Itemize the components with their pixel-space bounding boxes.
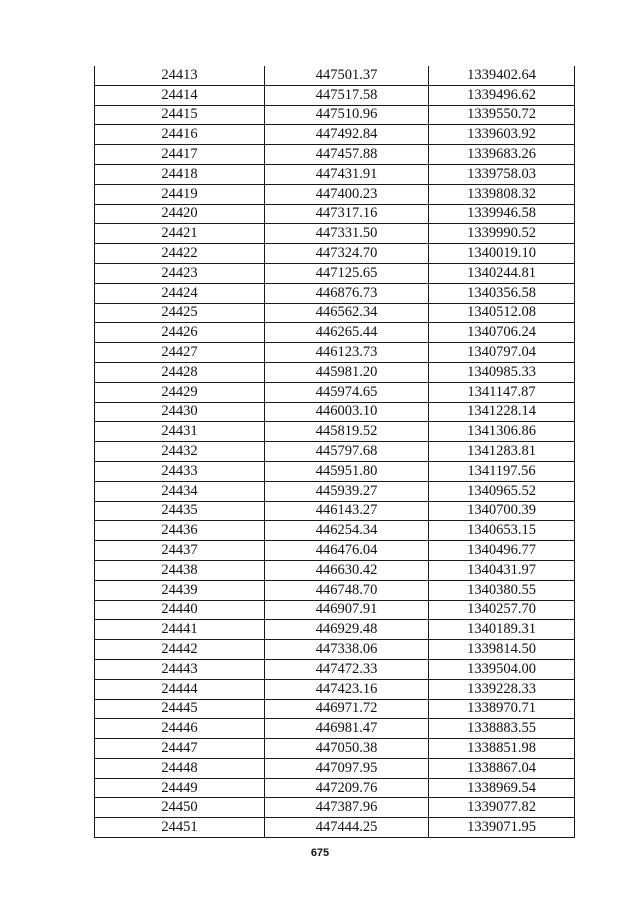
x-coordinate-cell: 447050.38	[265, 739, 429, 759]
table-row	[95, 541, 575, 561]
x-coordinate-cell: 446971.72	[265, 699, 429, 719]
y-coordinate-cell: 1339990.52	[429, 224, 575, 244]
y-coordinate-cell: 1339758.03	[429, 164, 575, 184]
x-coordinate-cell: 446748.70	[265, 580, 429, 600]
table-row	[95, 125, 575, 145]
x-coordinate-cell: 446143.27	[265, 501, 429, 521]
table-row	[95, 620, 575, 640]
x-coordinate-cell: 447387.96	[265, 798, 429, 818]
y-coordinate-cell: 1340431.97	[429, 560, 575, 580]
point-id-cell: 24440	[95, 600, 265, 620]
point-id-cell: 24425	[95, 303, 265, 323]
table-row	[95, 85, 575, 105]
x-coordinate-cell: 446562.34	[265, 303, 429, 323]
page-number: 675	[310, 847, 330, 859]
x-coordinate-cell: 447338.06	[265, 640, 429, 660]
point-id-cell: 24433	[95, 461, 265, 481]
x-coordinate-cell: 447501.37	[265, 66, 429, 85]
y-coordinate-cell: 1340189.31	[429, 620, 575, 640]
x-coordinate-cell: 447431.91	[265, 164, 429, 184]
table-row	[95, 244, 575, 264]
table-row	[95, 758, 575, 778]
y-coordinate-cell: 1340496.77	[429, 541, 575, 561]
y-coordinate-cell: 1340356.58	[429, 283, 575, 303]
point-id-cell: 24448	[95, 758, 265, 778]
y-coordinate-cell: 1341283.81	[429, 442, 575, 462]
x-coordinate-cell: 447457.88	[265, 145, 429, 165]
table-row	[95, 640, 575, 660]
point-id-cell: 24418	[95, 164, 265, 184]
coordinate-table	[94, 66, 575, 838]
point-id-cell: 24430	[95, 402, 265, 422]
y-coordinate-cell: 1340380.55	[429, 580, 575, 600]
y-coordinate-cell: 1339402.64	[429, 66, 575, 85]
point-id-cell: 24447	[95, 739, 265, 759]
x-coordinate-cell: 447510.96	[265, 105, 429, 125]
y-coordinate-cell: 1339071.95	[429, 818, 575, 838]
table-row	[95, 818, 575, 838]
y-coordinate-cell: 1340965.52	[429, 481, 575, 501]
point-id-cell: 24445	[95, 699, 265, 719]
x-coordinate-cell: 447317.16	[265, 204, 429, 224]
table-row	[95, 323, 575, 343]
x-coordinate-cell: 446123.73	[265, 343, 429, 363]
x-coordinate-cell: 446907.91	[265, 600, 429, 620]
table-row	[95, 343, 575, 363]
y-coordinate-cell: 1338970.71	[429, 699, 575, 719]
point-id-cell: 24446	[95, 719, 265, 739]
x-coordinate-cell: 447400.23	[265, 184, 429, 204]
table-row	[95, 481, 575, 501]
x-coordinate-cell: 445951.80	[265, 461, 429, 481]
point-id-cell: 24424	[95, 283, 265, 303]
x-coordinate-cell: 447209.76	[265, 778, 429, 798]
table-row	[95, 778, 575, 798]
table-row	[95, 699, 575, 719]
table-row	[95, 362, 575, 382]
point-id-cell: 24419	[95, 184, 265, 204]
point-id-cell: 24437	[95, 541, 265, 561]
table-row	[95, 679, 575, 699]
point-id-cell: 24449	[95, 778, 265, 798]
y-coordinate-cell: 1340797.04	[429, 343, 575, 363]
y-coordinate-cell: 1339683.26	[429, 145, 575, 165]
point-id-cell: 24426	[95, 323, 265, 343]
y-coordinate-cell: 1341147.87	[429, 382, 575, 402]
y-coordinate-cell: 1339496.62	[429, 85, 575, 105]
x-coordinate-cell: 446929.48	[265, 620, 429, 640]
point-id-cell: 24413	[95, 66, 265, 85]
y-coordinate-cell: 1339550.72	[429, 105, 575, 125]
table-row	[95, 600, 575, 620]
table-row	[95, 145, 575, 165]
point-id-cell: 24443	[95, 659, 265, 679]
y-coordinate-cell: 1338851.98	[429, 739, 575, 759]
point-id-cell: 24444	[95, 679, 265, 699]
x-coordinate-cell: 446254.34	[265, 521, 429, 541]
table-row	[95, 501, 575, 521]
x-coordinate-cell: 447331.50	[265, 224, 429, 244]
y-coordinate-cell: 1340257.70	[429, 600, 575, 620]
point-id-cell: 24416	[95, 125, 265, 145]
x-coordinate-cell: 447517.58	[265, 85, 429, 105]
table-row	[95, 164, 575, 184]
coordinate-table-body	[95, 66, 575, 838]
x-coordinate-cell: 447324.70	[265, 244, 429, 264]
point-id-cell: 24450	[95, 798, 265, 818]
table-row	[95, 521, 575, 541]
y-coordinate-cell: 1340244.81	[429, 263, 575, 283]
table-row	[95, 303, 575, 323]
point-id-cell: 24438	[95, 560, 265, 580]
table-row	[95, 461, 575, 481]
point-id-cell: 24414	[95, 85, 265, 105]
x-coordinate-cell: 445981.20	[265, 362, 429, 382]
x-coordinate-cell: 446981.47	[265, 719, 429, 739]
x-coordinate-cell: 447492.84	[265, 125, 429, 145]
y-coordinate-cell: 1341197.56	[429, 461, 575, 481]
point-id-cell: 24417	[95, 145, 265, 165]
x-coordinate-cell: 445797.68	[265, 442, 429, 462]
x-coordinate-cell: 446876.73	[265, 283, 429, 303]
table-row	[95, 402, 575, 422]
y-coordinate-cell: 1339077.82	[429, 798, 575, 818]
table-row	[95, 263, 575, 283]
x-coordinate-cell: 445974.65	[265, 382, 429, 402]
point-id-cell: 24429	[95, 382, 265, 402]
y-coordinate-cell: 1341306.86	[429, 422, 575, 442]
point-id-cell: 24423	[95, 263, 265, 283]
table-row	[95, 184, 575, 204]
x-coordinate-cell: 447423.16	[265, 679, 429, 699]
point-id-cell: 24441	[95, 620, 265, 640]
table-row	[95, 442, 575, 462]
y-coordinate-cell: 1340512.08	[429, 303, 575, 323]
x-coordinate-cell: 447125.65	[265, 263, 429, 283]
point-id-cell: 24428	[95, 362, 265, 382]
y-coordinate-cell: 1339228.33	[429, 679, 575, 699]
y-coordinate-cell: 1339814.50	[429, 640, 575, 660]
table-row	[95, 798, 575, 818]
point-id-cell: 24431	[95, 422, 265, 442]
point-id-cell: 24415	[95, 105, 265, 125]
point-id-cell: 24432	[95, 442, 265, 462]
point-id-cell: 24435	[95, 501, 265, 521]
table-row	[95, 580, 575, 600]
x-coordinate-cell: 445819.52	[265, 422, 429, 442]
x-coordinate-cell: 446630.42	[265, 560, 429, 580]
table-row	[95, 659, 575, 679]
table-row	[95, 382, 575, 402]
table-row	[95, 422, 575, 442]
point-id-cell: 24434	[95, 481, 265, 501]
y-coordinate-cell: 1341228.14	[429, 402, 575, 422]
table-row	[95, 560, 575, 580]
table-row	[95, 224, 575, 244]
x-coordinate-cell: 445939.27	[265, 481, 429, 501]
y-coordinate-cell: 1339808.32	[429, 184, 575, 204]
y-coordinate-cell: 1340653.15	[429, 521, 575, 541]
y-coordinate-cell: 1339504.00	[429, 659, 575, 679]
y-coordinate-cell: 1339603.92	[429, 125, 575, 145]
y-coordinate-cell: 1340700.39	[429, 501, 575, 521]
point-id-cell: 24442	[95, 640, 265, 660]
table-row	[95, 719, 575, 739]
x-coordinate-cell: 446476.04	[265, 541, 429, 561]
table-row	[95, 283, 575, 303]
y-coordinate-cell: 1338883.55	[429, 719, 575, 739]
x-coordinate-cell: 447472.33	[265, 659, 429, 679]
point-id-cell: 24439	[95, 580, 265, 600]
table-row	[95, 739, 575, 759]
point-id-cell: 24427	[95, 343, 265, 363]
x-coordinate-cell: 446003.10	[265, 402, 429, 422]
y-coordinate-cell: 1338867.04	[429, 758, 575, 778]
y-coordinate-cell: 1340019.10	[429, 244, 575, 264]
y-coordinate-cell: 1340706.24	[429, 323, 575, 343]
x-coordinate-cell: 447097.95	[265, 758, 429, 778]
table-row	[95, 105, 575, 125]
point-id-cell: 24451	[95, 818, 265, 838]
table-row	[95, 204, 575, 224]
y-coordinate-cell: 1338969.54	[429, 778, 575, 798]
y-coordinate-cell: 1340985.33	[429, 362, 575, 382]
y-coordinate-cell: 1339946.58	[429, 204, 575, 224]
x-coordinate-cell: 447444.25	[265, 818, 429, 838]
point-id-cell: 24420	[95, 204, 265, 224]
table-row	[95, 66, 575, 85]
point-id-cell: 24436	[95, 521, 265, 541]
x-coordinate-cell: 446265.44	[265, 323, 429, 343]
point-id-cell: 24422	[95, 244, 265, 264]
point-id-cell: 24421	[95, 224, 265, 244]
